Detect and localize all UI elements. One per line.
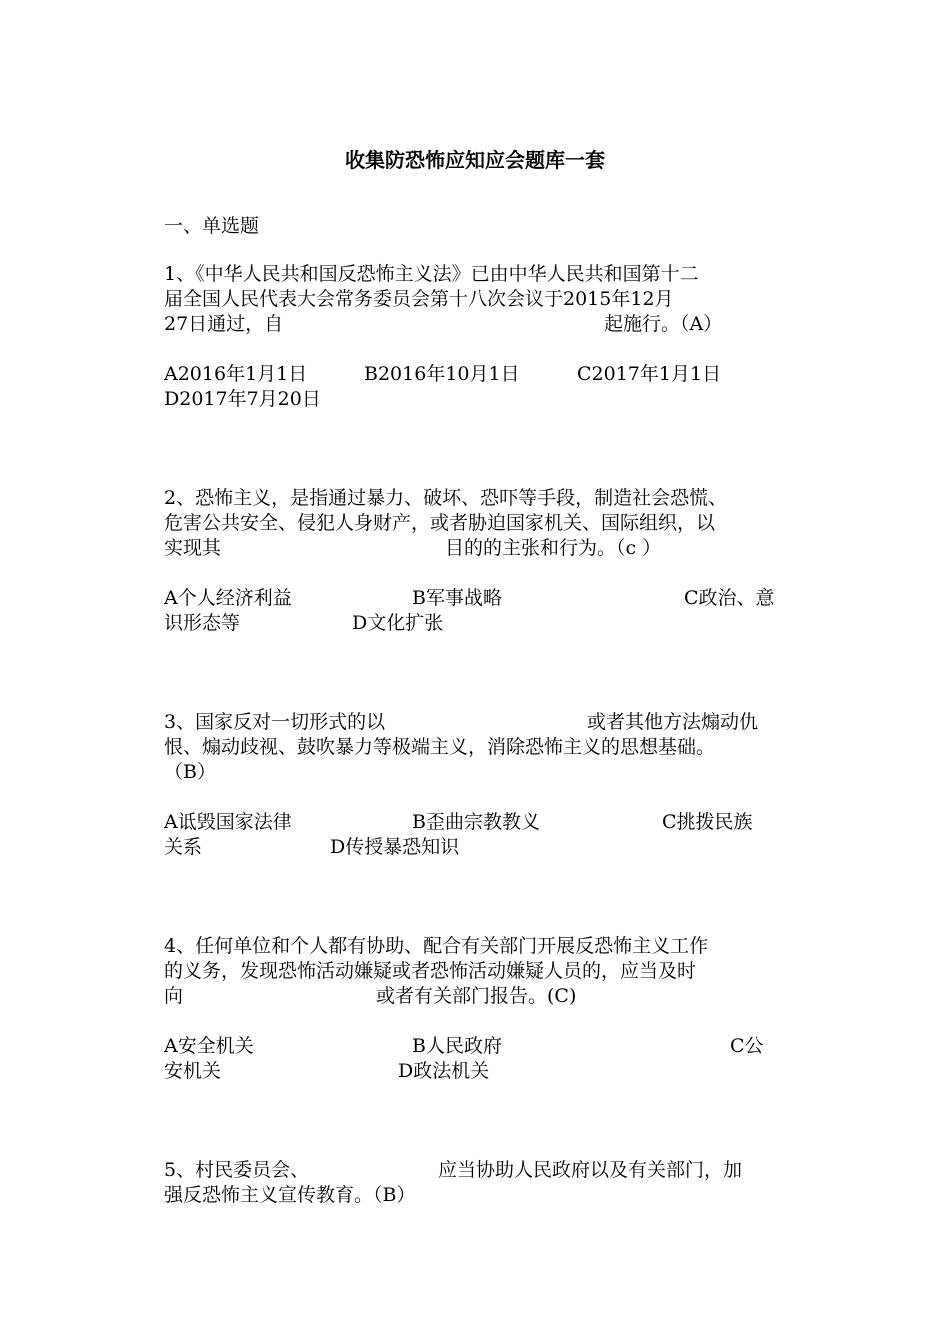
question-4-stem-line-1 (164, 934, 794, 959)
question-4-stem-line-3 (164, 984, 794, 1009)
question-3-options-line-2 (164, 835, 794, 860)
question-3-stem-text: 3、国家反对一切形式的以 (164, 711, 386, 733)
question-2-stem-line-2 (164, 511, 794, 536)
question-3-stem-line-2 (164, 735, 794, 760)
question-4-stem-text: 4、任何单位和个人都有协助、配合有关部门开展反恐怖主义工作 (164, 935, 709, 957)
question-3-stem-text: 或者其他方法煽动仇 (587, 711, 759, 733)
question-1 (164, 262, 794, 337)
option-c-continued: 关系 (164, 836, 203, 858)
option-a: A诋毁国家法律 (164, 811, 292, 833)
question-5-stem-text: 应当协助人民政府以及有关部门，加 (438, 1159, 743, 1181)
question-3-options-line-1 (164, 810, 794, 835)
option-c-continued: 识形态等 (164, 612, 241, 634)
question-1-options (164, 362, 794, 412)
question-1-stem-text: 起施行。（A） (604, 313, 723, 335)
option-b: B人民政府 (412, 1035, 502, 1057)
option-c-continued: 安机关 (164, 1060, 222, 1082)
question-3-stem-text: 恨、煽动歧视、鼓吹暴力等极端主义，消除恐怖主义的思想基础。 (164, 736, 716, 758)
question-4-options-line-1 (164, 1034, 794, 1059)
option-c: C挑拨民族 (662, 811, 753, 833)
option-b: B军事战略 (412, 587, 502, 609)
question-3 (164, 710, 794, 785)
question-1-stem-text: 1、《中华人民共和国反恐怖主义法》已由中华人民共和国第十二 (164, 263, 699, 285)
question-4-options (164, 1034, 794, 1084)
question-5-stem-text: 5、村民委员会、 (164, 1159, 310, 1181)
option-a: A2016年1月1日 (164, 363, 308, 385)
question-2 (164, 486, 794, 561)
question-3-stem-line-3 (164, 760, 794, 785)
option-d: D文化扩张 (352, 612, 444, 634)
question-3-options (164, 810, 794, 860)
question-2-stem-text: 危害公共安全、侵犯人身财产，或者胁迫国家机关、国际组织，以 (164, 512, 716, 534)
question-2-options-line-1 (164, 586, 794, 611)
document-title: 收集防恐怖应知应会题库一套 (345, 148, 605, 172)
question-5-stem-text: 强反恐怖主义宣传教育。（B） (164, 1184, 416, 1206)
question-4-stem-line-2 (164, 959, 794, 984)
option-d: D2017年7月20日 (164, 388, 321, 410)
option-d: D政法机关 (398, 1060, 490, 1082)
option-c: C2017年1月1日 (577, 363, 722, 385)
question-2-options (164, 586, 794, 636)
question-1-stem-line-3 (164, 312, 794, 337)
question-2-stem-text: 实现其 (164, 537, 222, 559)
option-d: D传授暴恐知识 (330, 836, 460, 858)
question-2-stem-text: 2、恐怖主义，是指通过暴力、破坏、恐吓等手段，制造社会恐慌、 (164, 487, 728, 509)
question-1-stem-line-2 (164, 287, 794, 312)
option-b: B歪曲宗教教义 (412, 811, 540, 833)
option-a: A安全机关 (164, 1035, 254, 1057)
section-heading: 一、单选题 (164, 215, 260, 237)
option-c: C公 (730, 1035, 764, 1057)
question-4-options-line-2 (164, 1059, 794, 1084)
question-2-stem-text: 目的的主张和行为。（c ） (445, 537, 662, 559)
question-3-stem-text: （B） (164, 761, 216, 783)
question-4 (164, 934, 794, 1009)
question-1-options-line-2 (164, 387, 794, 412)
option-b: B2016年10月1日 (364, 363, 520, 385)
question-4-stem-text: 向 (164, 985, 184, 1007)
option-c: C政治、意 (684, 587, 775, 609)
question-1-options-line-1 (164, 362, 794, 387)
question-1-stem-text: 27日通过，自 (164, 313, 284, 335)
question-1-stem-line-1 (164, 262, 794, 287)
question-5-stem-line-1 (164, 1158, 794, 1183)
question-2-stem-line-3 (164, 536, 794, 561)
question-2-options-line-2 (164, 611, 794, 636)
option-a: A个人经济利益 (164, 587, 292, 609)
question-5-stem-line-2 (164, 1183, 794, 1208)
question-3-stem-line-1 (164, 710, 794, 735)
question-4-stem-text: 或者有关部门报告。(C) (376, 985, 577, 1007)
question-5 (164, 1158, 794, 1208)
question-1-stem-text: 届全国人民代表大会常务委员会第十八次会议于2015年12月 (164, 288, 674, 310)
question-4-stem-text: 的义务，发现恐怖活动嫌疑或者恐怖活动嫌疑人员的，应当及时 (164, 960, 697, 982)
question-2-stem-line-1 (164, 486, 794, 511)
